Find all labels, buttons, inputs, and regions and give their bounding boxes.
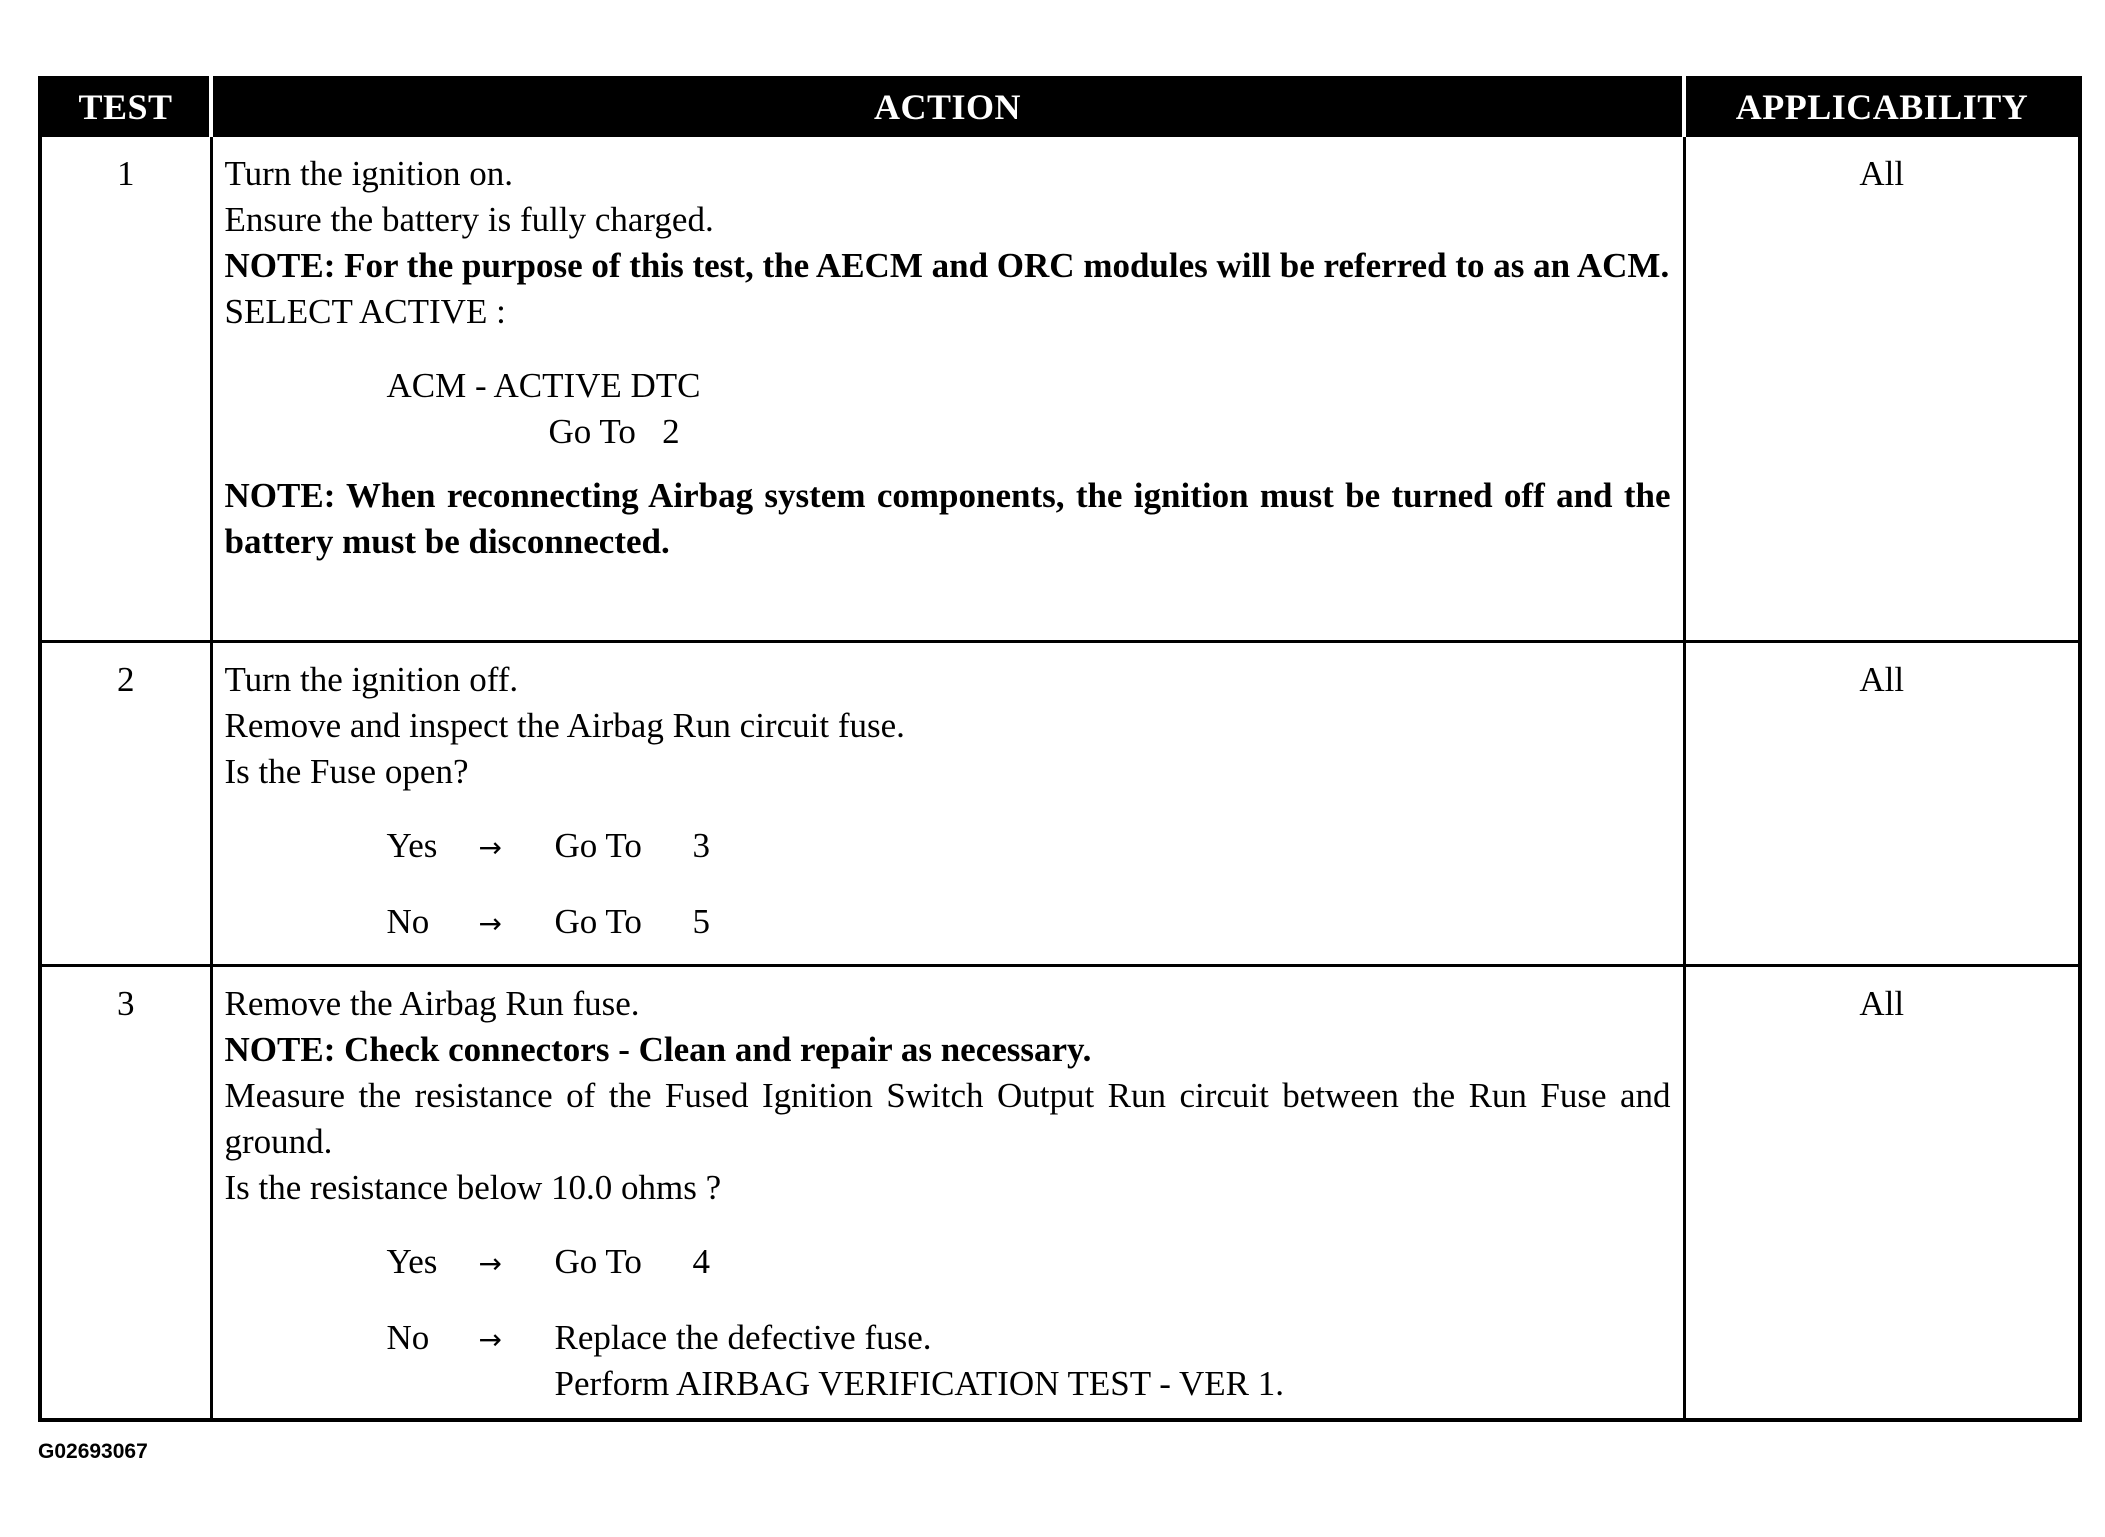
choice-destination [555, 1239, 711, 1285]
goto-target: 3 [692, 826, 710, 865]
header-row [40, 78, 2080, 136]
diagnostic-test-table [38, 76, 2082, 1422]
choice-answer: No [386, 1318, 430, 1357]
test-number: 2 [40, 642, 211, 966]
action-step: Remove the Airbag Run fuse. [224, 984, 640, 1023]
table-row [40, 642, 2080, 966]
action-step: Turn the ignition on. [224, 154, 513, 193]
test-number: 3 [40, 966, 211, 1420]
action-cell [211, 136, 1684, 642]
action-cell [211, 642, 1684, 966]
choice-answer: Yes [386, 826, 438, 865]
applicability-value: All [1684, 642, 2080, 966]
choice-no [225, 899, 1671, 947]
action-step: Measure the resistance of the Fused Ignition Switch Output Run circuit between the Run Fuse and ground. [224, 1076, 1671, 1161]
goto-label: Go To [554, 902, 642, 941]
header-test: TEST [40, 78, 211, 136]
choice-destination [555, 899, 711, 945]
goto-target: 5 [692, 902, 710, 941]
action-step: SELECT ACTIVE : [224, 292, 506, 331]
choice-destination [555, 1315, 1285, 1407]
table-row [40, 136, 2080, 642]
arrow-icon: → [478, 831, 502, 864]
header-applicability: APPLICABILITY [1684, 78, 2080, 136]
choice-answer: No [386, 902, 430, 941]
choice-no [225, 1315, 1671, 1407]
goto-label: Go To [554, 1242, 642, 1281]
action-step: Is the Fuse open? [224, 752, 469, 791]
result-step: Replace the defective fuse. [554, 1318, 932, 1357]
header-action: ACTION [211, 78, 1684, 136]
arrow-icon: → [478, 907, 502, 940]
action-step: Ensure the battery is fully charged. [224, 200, 714, 239]
figure-id: G02693067 [38, 1440, 148, 1463]
choice-answer: Yes [386, 1242, 438, 1281]
table-row [40, 966, 2080, 1420]
goto-label: Go To [554, 826, 642, 865]
arrow-icon: → [478, 1323, 502, 1356]
action-note: NOTE: For the purpose of this test, the AECM and ORC modules will be referred to as an ACM. [224, 246, 1670, 285]
action-step: Remove and inspect the Airbag Run circuit fuse. [224, 706, 905, 745]
goto-target: 4 [692, 1242, 710, 1281]
applicability-value: All [1684, 966, 2080, 1420]
choice-yes [225, 823, 1671, 871]
action-step: Turn the ignition off. [224, 660, 519, 699]
result-step: Perform AIRBAG VERIFICATION TEST - VER 1. [554, 1364, 1285, 1403]
select-option: ACM - ACTIVE DTC [386, 366, 701, 405]
action-note: NOTE: When reconnecting Airbag system components, the ignition must be turned off and the battery must be disconnected. [224, 476, 1671, 561]
action-step: Is the resistance below 10.0 ohms ? [224, 1168, 722, 1207]
test-number: 1 [40, 136, 211, 642]
choice-destination [555, 823, 711, 869]
goto-instruction: Go To 2 [548, 412, 680, 451]
applicability-value: All [1684, 136, 2080, 642]
arrow-icon: → [478, 1247, 502, 1280]
spacer [225, 455, 1671, 473]
action-cell [211, 966, 1684, 1420]
action-note: NOTE: Check connectors - Clean and repair as necessary. [224, 1030, 1092, 1069]
choice-yes [225, 1239, 1671, 1287]
